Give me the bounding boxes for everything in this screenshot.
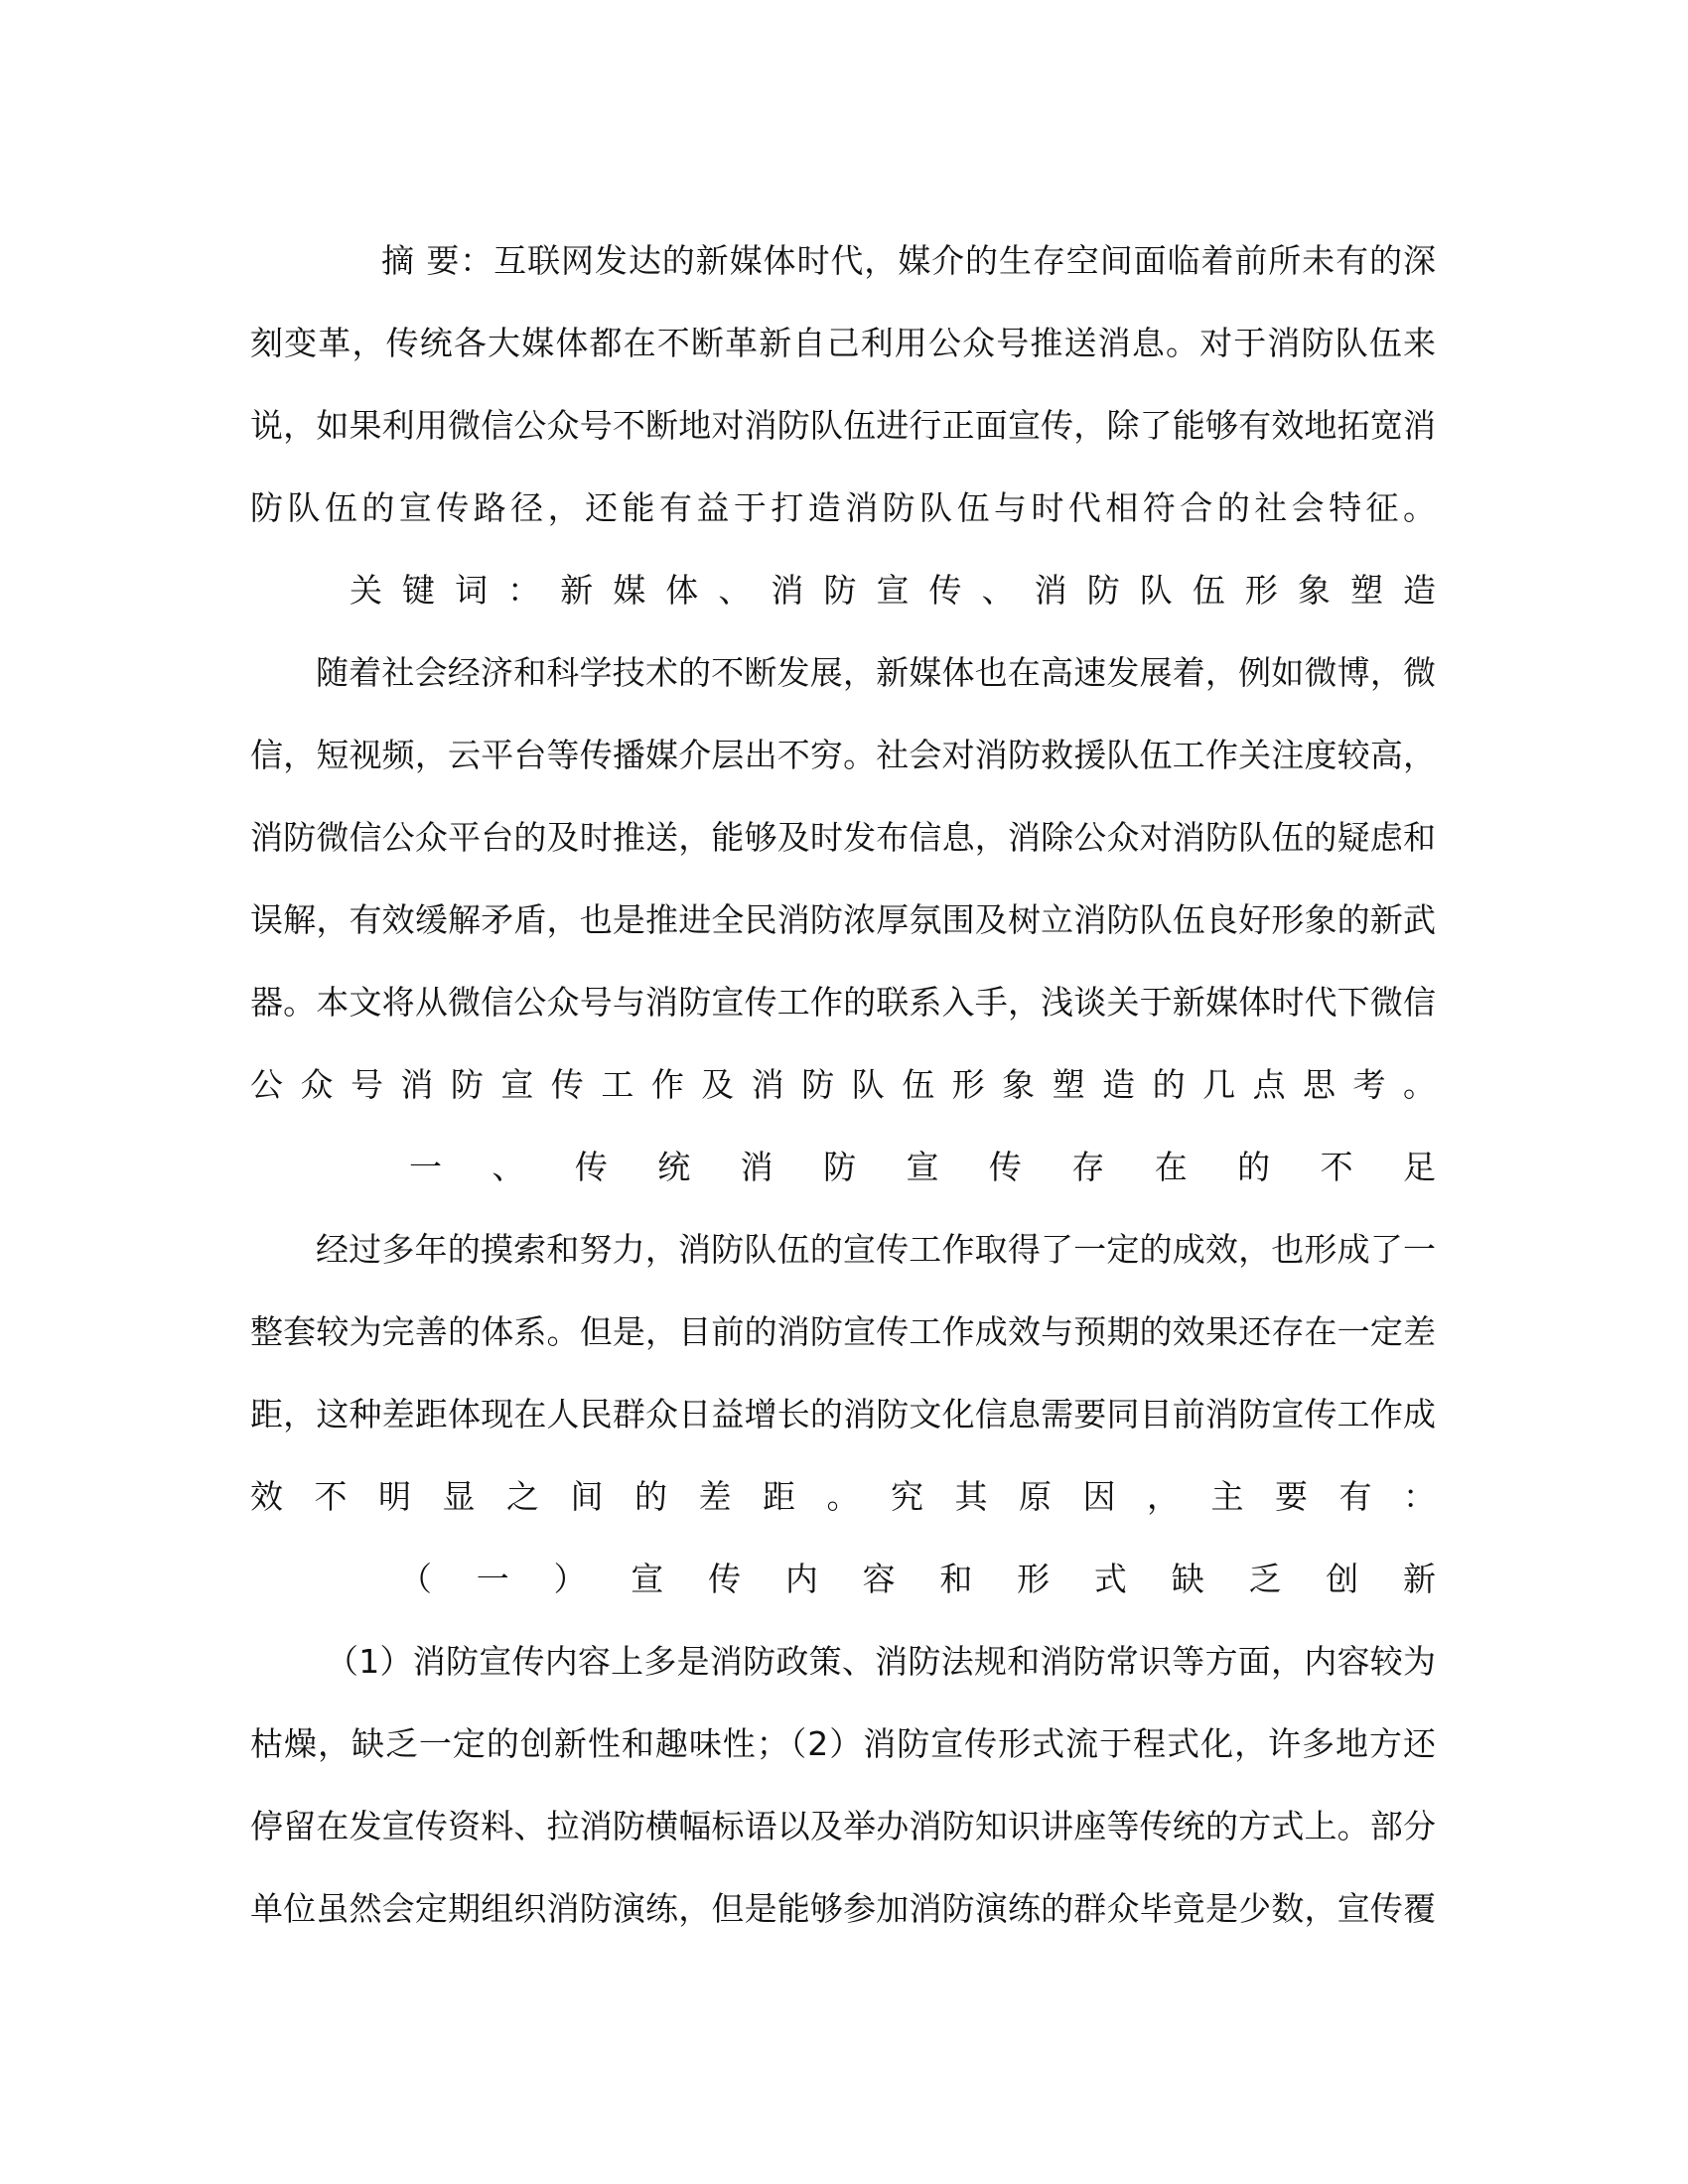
subsection1-line-2: 枯燥，缺乏一定的创新性和趣味性；（2）消防宣传形式流于程式化，许多地方还 [250, 1724, 1436, 1763]
intro-line-3: 消防微信公众平台的及时推送，能够及时发布信息，消除公众对消防队伍的疑虑和 [250, 818, 1436, 857]
section1-line-3: 距，这种差距体现在人民群众日益增长的消防文化信息需要同目前消防宣传工作成 [250, 1395, 1436, 1433]
keywords-line: 关键词：新媒体、消防宣传、消防队伍形象塑造 [350, 571, 1436, 610]
document-page [250, 236, 1436, 1967]
section1-line-1: 经过多年的摸索和努力，消防队伍的宣传工作取得了一定的成效，也形成了一 [316, 1230, 1436, 1269]
intro-line-5: 器。本文将从微信公众号与消防宣传工作的联系入手，浅谈关于新媒体时代下微信 [250, 983, 1436, 1022]
subsection1-line-4: 单位虽然会定期组织消防演练，但是能够参加消防演练的群众毕竟是少数，宣传覆 [250, 1889, 1436, 1928]
section-heading-1: 一、传统消防宣传存在的不足 [409, 1148, 1436, 1186]
intro-line-1: 随着社会经济和科学技术的不断发展，新媒体也在高速发展着，例如微博，微 [316, 653, 1436, 692]
abstract-line-1: 摘 要：互联网发达的新媒体时代，媒介的生存空间面临着前所未有的深 [381, 241, 1436, 280]
subsection1-line-3: 停留在发宣传资料、拉消防横幅标语以及举办消防知识讲座等传统的方式上。部分 [250, 1807, 1436, 1845]
section1-line-2: 整套较为完善的体系。但是，目前的消防宣传工作成效与预期的效果还存在一定差 [250, 1312, 1436, 1351]
section1-line-4: 效不明显之间的差距。究其原因，主要有： [250, 1477, 1436, 1516]
abstract-line-3: 说，如果利用微信公众号不断地对消防队伍进行正面宣传，除了能够有效地拓宽消 [250, 406, 1436, 445]
intro-line-4: 误解，有效缓解矛盾，也是推进全民消防浓厚氛围及树立消防队伍良好形象的新武 [250, 900, 1436, 939]
abstract-line-4: 防队伍的宣传路径，还能有益于打造消防队伍与时代相符合的社会特征。 [250, 488, 1436, 527]
intro-line-2: 信，短视频，云平台等传播媒介层出不穷。社会对消防救援队伍工作关注度较高， [250, 736, 1436, 774]
intro-line-6: 公众号消防宣传工作及消防队伍形象塑造的几点思考。 [250, 1065, 1436, 1104]
subsection1-line-1: （1）消防宣传内容上多是消防政策、消防法规和消防常识等方面，内容较为 [326, 1642, 1436, 1681]
subsection-heading-1: （一）宣传内容和形式缺乏创新 [399, 1560, 1436, 1598]
abstract-line-2: 刻变革，传统各大媒体都在不断革新自己利用公众号推送消息。对于消防队伍来 [250, 324, 1436, 362]
